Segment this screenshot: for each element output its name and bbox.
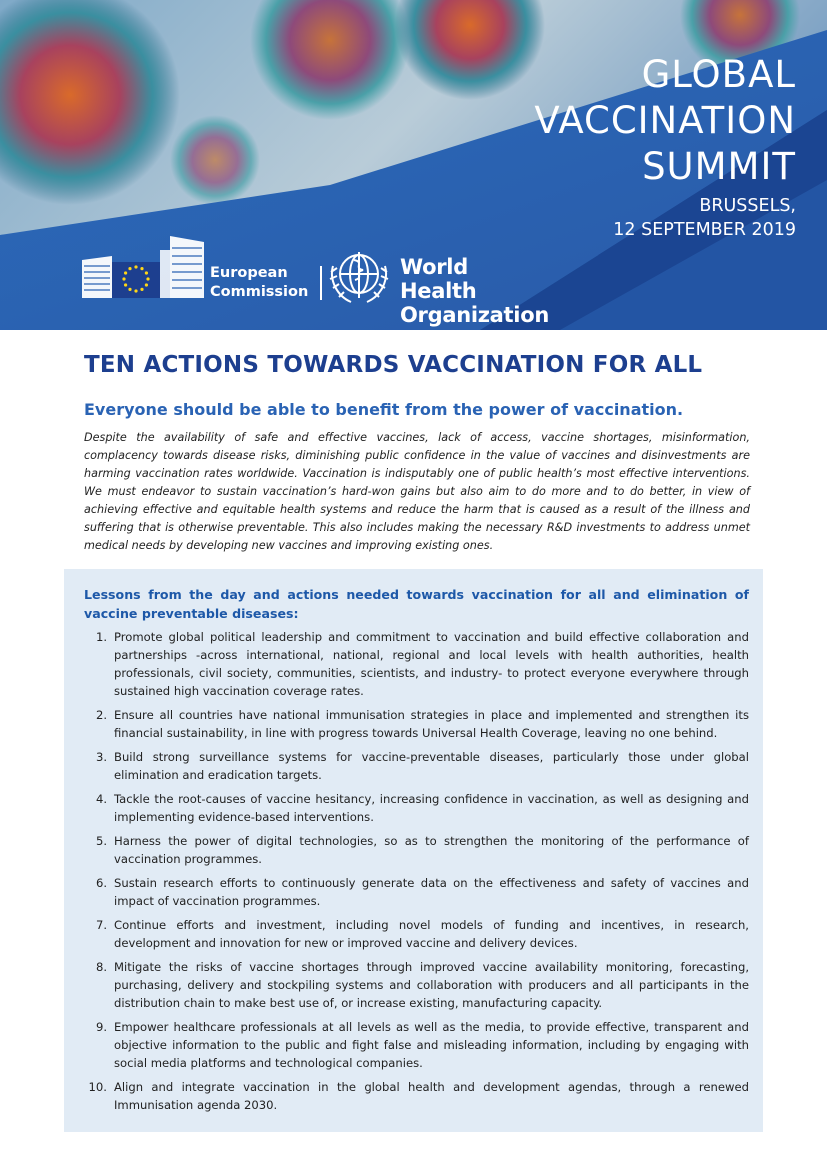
action-item-2	[84, 706, 749, 742]
action-text: Promote global political leadership and commitment to vaccination and build effective collaboration and partnerships -across international, national, regional and local levels with health authorities, health professionals, civil society, communities, scientists, and industry- to protect everyone everywhere through sustained high vaccination coverage rates.	[114, 630, 749, 698]
action-number: 5.	[95, 834, 107, 848]
action-text: Ensure all countries have national immunisation strategies in place and implemented and strengthen its financial sustainability, in line with progress towards Universal Health Coverage, leaving no one behind.	[114, 708, 749, 740]
partner-logos	[82, 236, 549, 327]
action-number: 7.	[95, 918, 107, 932]
page-title: TEN ACTIONS TOWARDS VACCINATION FOR ALL	[84, 352, 703, 378]
who-logotype	[400, 255, 549, 327]
action-number: 3.	[95, 750, 107, 764]
action-text: Continue efforts and investment, including novel models of funding and incentives, in research, development and innovation for new or improved vaccine and delivery devices.	[114, 918, 749, 950]
ec-logotype-line-1: European	[210, 265, 288, 281]
action-item-7	[84, 916, 749, 952]
title-line-3: SUMMIT	[642, 145, 796, 188]
action-text: Sustain research efforts to continuously generate data on the effectiveness and safety of vaccines and impact of vaccination programmes.	[114, 876, 749, 908]
page-subtitle: Everyone should be able to benefit from the power of vaccination.	[84, 400, 684, 419]
action-number: 1.	[95, 630, 107, 644]
summit-title	[534, 52, 796, 242]
action-number: 8.	[95, 960, 107, 974]
action-item-3	[84, 748, 749, 784]
action-item-9	[84, 1018, 749, 1072]
european-commission-logotype	[210, 264, 308, 302]
action-text: Harness the power of digital technologies, so as to strengthen the monitoring of the performance of vaccination programmes.	[114, 834, 749, 866]
summit-location: BRUSSELS,	[699, 196, 796, 216]
action-text: Empower healthcare professionals at all levels as well as the media, to provide effective, transparent and objective information to the public and fight false and misleading information, including by engaging with social media platforms and technological companies.	[114, 1020, 749, 1070]
ec-logotype-line-2: Commission	[210, 284, 309, 300]
title-line-2: VACCINATION	[534, 99, 796, 142]
action-number: 6.	[95, 876, 107, 890]
action-item-10	[84, 1078, 749, 1114]
logo-divider	[320, 266, 322, 300]
intro-paragraph: Despite the availability of safe and effective vaccines, lack of access, vaccine shortages, misinformation, complacency towards disease risks, diminishing public confidence in the value of vaccines and disinvestments are harming vaccination rates worldwide. Vaccination is indisputably one of public health’s most effective interventions. We must endeavor to sustain vaccination’s hard-won gains but also aim to do more and to do better, in view of achieving effective and equitable health systems and reduce the harm that is caused as a result of the illness and suffering that is otherwise preventable. This also includes making the necessary R&D investments to address unmet medical needs by developing new vaccines and improving existing ones.	[84, 431, 750, 552]
who-logotype-line-2: Organization	[400, 303, 549, 327]
who-emblem-icon	[325, 246, 393, 308]
action-number: 4.	[95, 792, 107, 806]
action-text: Mitigate the risks of vaccine shortages through improved vaccine availability monitoring, forecasting, purchasing, delivery and stockpiling systems and collaboration with producers and all participants in the distribution chain to make best use of, or increase existing, manufacturing capacity.	[114, 960, 749, 1010]
actions-box-title: Lessons from the day and actions needed towards vaccination for all and elimination of vaccine preventable diseases:	[84, 587, 749, 621]
action-text: Tackle the root-causes of vaccine hesitancy, increasing confidence in vaccination, as well as designing and implementing evidence-based interventions.	[114, 792, 749, 824]
european-commission-emblem-icon	[82, 236, 204, 300]
title-line-1: GLOBAL	[641, 53, 796, 96]
action-item-5	[84, 832, 749, 868]
action-item-8	[84, 958, 749, 1012]
actions-list	[84, 628, 749, 1120]
action-text: Align and integrate vaccination in the global health and development agendas, through a renewed Immunisation agenda 2030.	[114, 1080, 749, 1112]
action-text: Build strong surveillance systems for vaccine-preventable diseases, particularly those under global elimination and eradication targets.	[114, 750, 749, 782]
header-banner	[0, 0, 827, 330]
actions-box	[64, 569, 763, 1132]
action-item-1	[84, 628, 749, 700]
who-logotype-line-1: World Health	[400, 255, 477, 303]
summit-date: 12 SEPTEMBER 2019	[613, 220, 796, 240]
action-item-6	[84, 874, 749, 910]
action-item-4	[84, 790, 749, 826]
action-number: 2.	[95, 708, 107, 722]
action-number: 10.	[88, 1080, 107, 1094]
action-number: 9.	[95, 1020, 107, 1034]
